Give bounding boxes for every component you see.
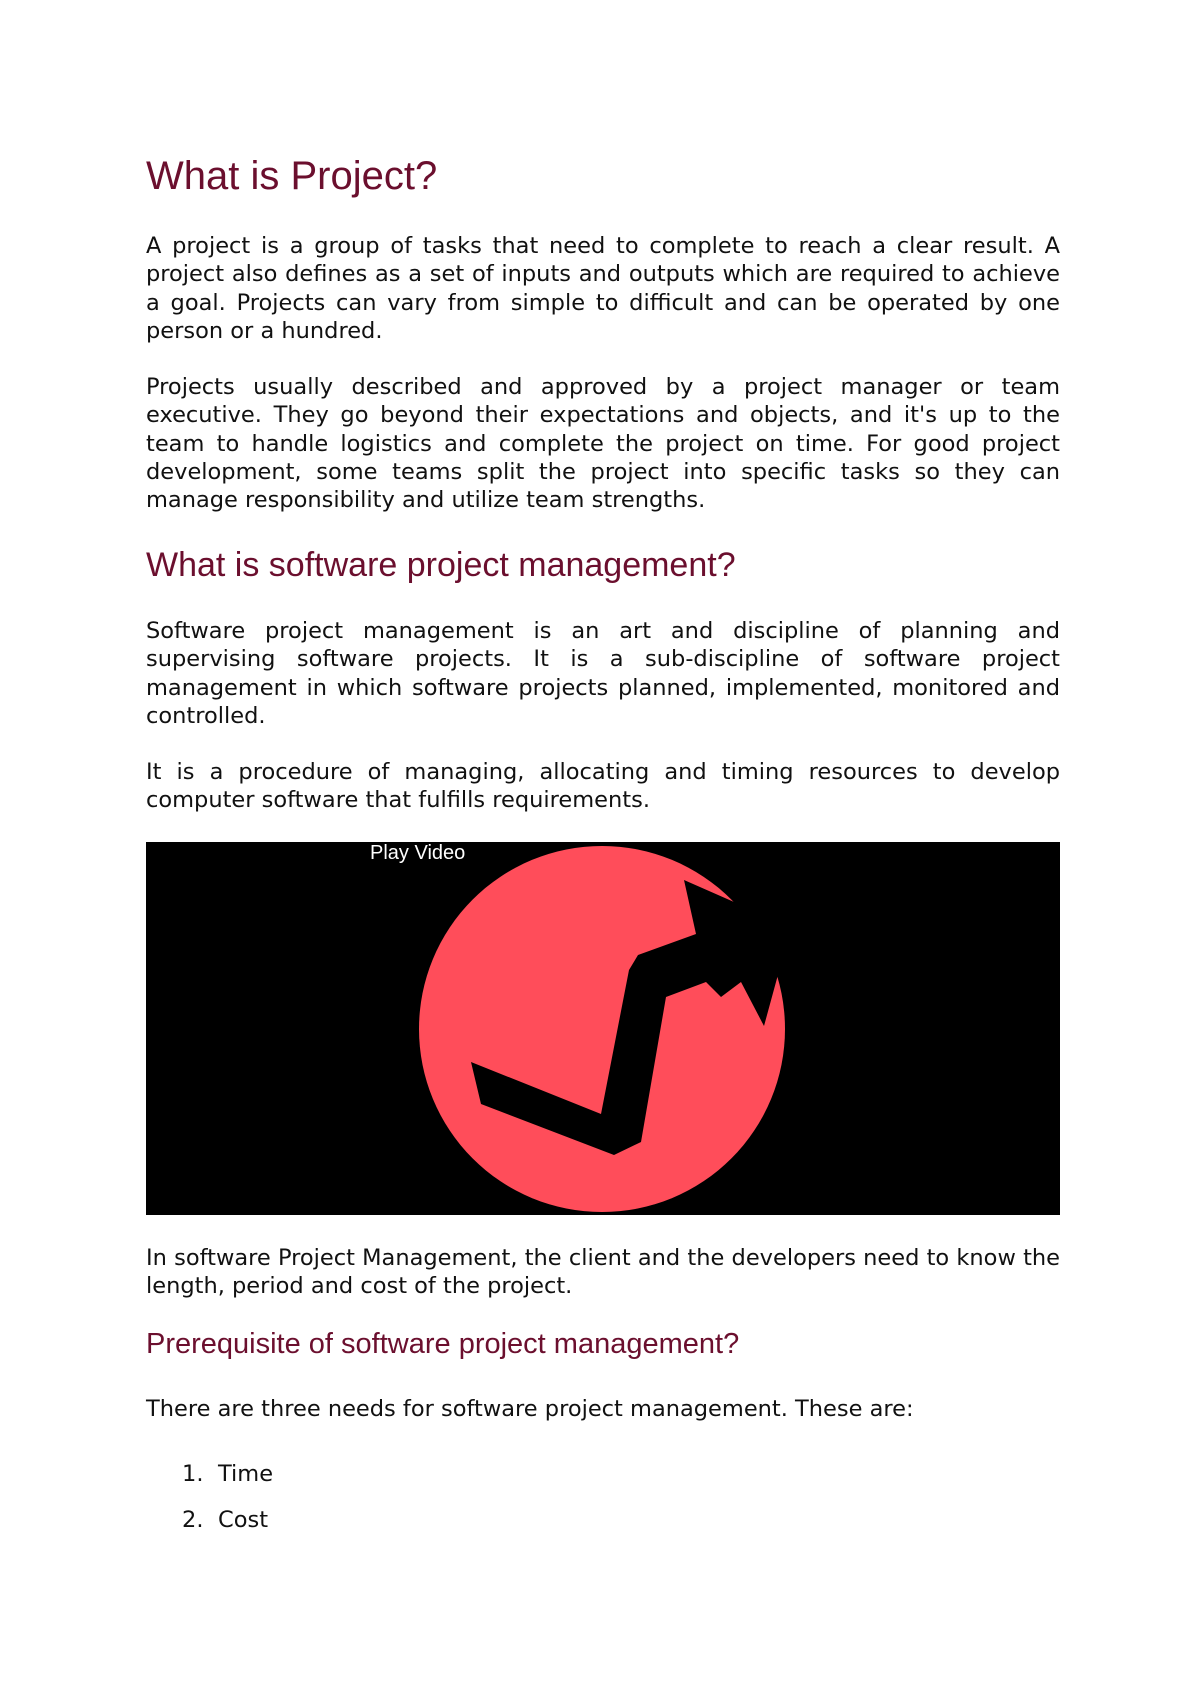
play-video-label[interactable]: Play Video — [370, 842, 466, 864]
list-item-number: 1. — [182, 1461, 204, 1487]
needs-list — [182, 1460, 273, 1552]
video-player[interactable] — [146, 842, 1060, 1215]
heading-what-is-project: What is Project? — [146, 154, 438, 198]
list-item-text: Time — [218, 1461, 274, 1487]
paragraph-project-approval: Projects usually described and approved by a project manager or team executive. They go beyond their expectations and objects, and it's up to the team to handle logistics and complete the project on time. For good project development, some teams split the project into specific tasks so they can manage responsibility and utilize team strengths. — [146, 374, 1060, 514]
paragraph-client-developers: In software Project Management, the client and the developers need to know the length, period and cost of the project. — [146, 1245, 1060, 1300]
list-item — [182, 1506, 273, 1552]
paragraph-spm-procedure: It is a procedure of managing, allocating and timing resources to develop computer software that fulfills requirements. — [146, 759, 1060, 814]
heading-prerequisite: Prerequisite of software project management? — [146, 1328, 740, 1360]
trend-arrow-icon — [146, 842, 1060, 1215]
paragraph-project-definition: A project is a group of tasks that need to complete to reach a clear result. A project also defines as a set of inputs and outputs which are required to achieve a goal. Projects can vary from simple to difficult and can be operated by one person or a hundred. — [146, 233, 1060, 344]
list-item-number: 2. — [182, 1507, 204, 1533]
list-item-text: Cost — [218, 1507, 269, 1533]
paragraph-three-needs: There are three needs for software project management. These are: — [146, 1396, 914, 1422]
paragraph-spm-definition: Software project management is an art and discipline of planning and supervising software projects. It is a sub-discipline of software project management in which software projects planned, implemented, monitored and controlled. — [146, 618, 1060, 729]
heading-software-project-management: What is software project management? — [146, 546, 736, 584]
list-item — [182, 1460, 273, 1506]
